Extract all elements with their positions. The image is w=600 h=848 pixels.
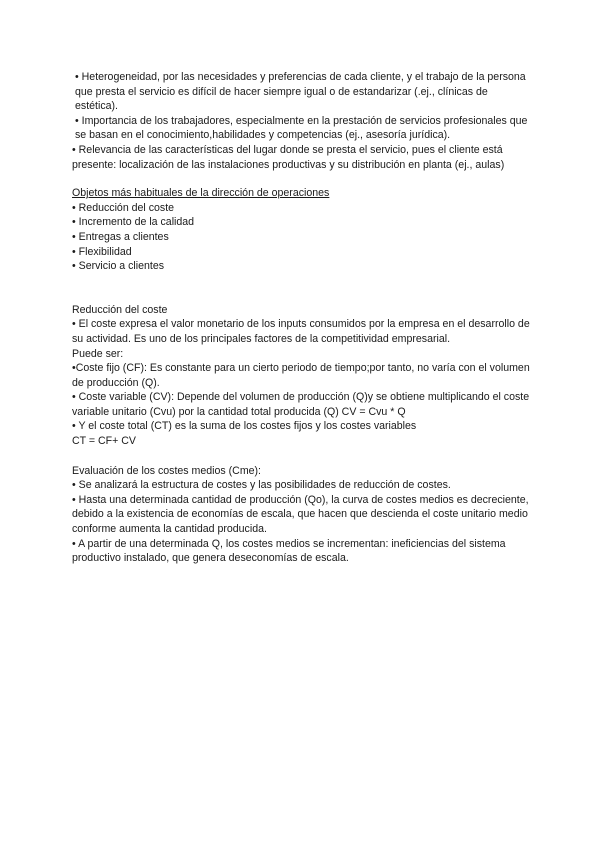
evaluacion-section — [72, 464, 532, 566]
reduccion-formula: CT = CF+ CV — [72, 435, 136, 448]
intro-item-lugar: • Relevancia de las características del lugar donde se presta el servicio, pues el cliente está presente: localización de las instalaciones productivas y su distribución en planta (ej., aulas) — [72, 143, 505, 171]
reduccion-heading: Reducción del coste — [72, 303, 168, 316]
objetivos-section — [72, 186, 532, 274]
evaluacion-heading: Evaluación de los costes medios (Cme): — [72, 464, 262, 477]
reduccion-line: • El coste expresa el valor monetario de los inputs consumidos por la empresa en el desarrollo de su actividad. Es uno de los principales factores de la competitividad empresarial. — [72, 318, 530, 345]
objetivo-item: • Reducción del coste — [72, 201, 175, 214]
intro-item-trabajadores: • Importancia de los trabajadores, especialmente en la prestación de servicios profesionales que se basan en el conocimiento,habilidades y competencias (ej., asesoría jurídica). — [75, 114, 528, 142]
reduccion-line: • Y el coste total (CT) es la suma de los costes fijos y los costes variables — [72, 420, 417, 433]
evaluacion-line: • A partir de una determinada Q, los costes medios se incrementan: ineficiencias del sistema productivo instalado, que genera deseconomías de escala. — [72, 537, 506, 565]
reduccion-section — [72, 303, 532, 449]
reduccion-line: Puede ser: — [72, 347, 124, 360]
evaluacion-line: • Hasta una determinada cantidad de producción (Qo), la curva de costes medios es decreciente, debido a la existencia de economías de escala, que hacen que descienda el coste unitario medio conforme aumenta la cantidad producida. — [72, 493, 529, 536]
objetivo-item: • Entregas a clientes — [72, 230, 169, 243]
intro-item-heterogeneidad: • Heterogeneidad, por las necesidades y preferencias de cada cliente, y el trabajo de la persona que presta el servicio es difícil de hacer siempre igual o de estandarizar (.ej., clínicas de estética). — [75, 71, 526, 113]
reduccion-line: • Coste variable (CV): Depende del volumen de producción (Q)y se obtiene multiplicando el coste variable unitario (Cvu) por la cantidad total producida (Q) CV = Cvu * Q — [72, 391, 530, 418]
objetivos-heading: Objetos más habituales de la dirección de operaciones — [72, 187, 330, 200]
objetivo-item: • Incremento de la calidad — [72, 216, 195, 229]
reduccion-line: •Coste fijo (CF): Es constante para un cierto periodo de tiempo;por tanto, no varía con el volumen de producción (Q). — [72, 362, 530, 389]
evaluacion-line: • Se analizará la estructura de costes y las posibilidades de reducción de costes. — [72, 479, 451, 492]
objetivo-item: • Servicio a clientes — [72, 260, 165, 273]
objetivo-item: • Flexibilidad — [72, 245, 132, 258]
document-page — [72, 70, 532, 566]
intro-section — [72, 70, 532, 172]
